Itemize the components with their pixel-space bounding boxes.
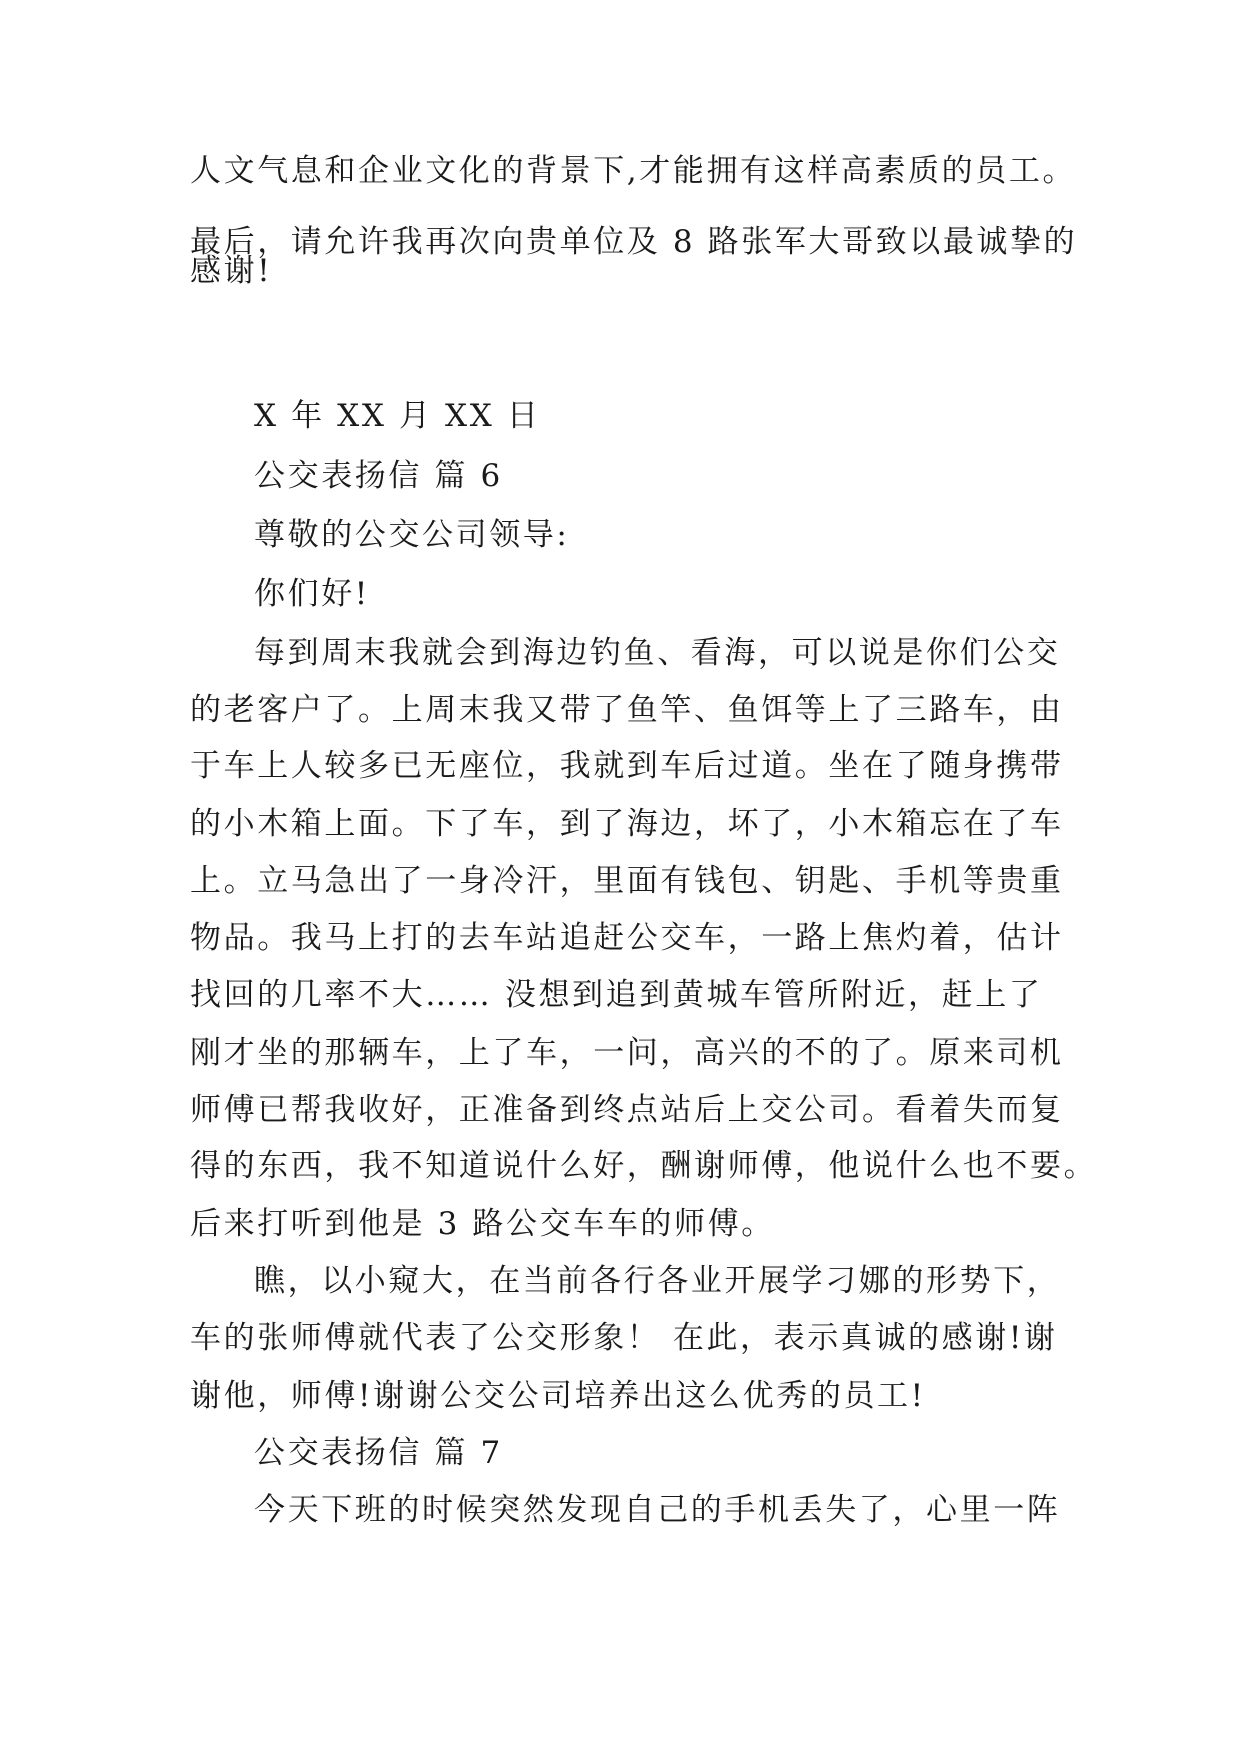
paragraph-line: 的老客户了。上周末我又带了鱼竿、鱼饵等上了三路车，由 (190, 692, 1064, 728)
paragraph-line: 师傅已帮我收好，正准备到终点站后上交公司。看着失而复 (190, 1092, 1064, 1128)
paragraph-line: 找回的几率不大…… 没想到追到黄城车管所附近，赶上了 (190, 977, 1043, 1013)
section-heading: 公交表扬信 篇 6 (254, 458, 503, 494)
paragraph-line: 人文气息和企业文化的背景下,才能拥有这样高素质的员工。 (190, 153, 1077, 189)
paragraph-line: 得的东西，我不知道说什么好，酬谢师傅，他说什么也不要。 (190, 1148, 1098, 1184)
greeting: 你们好! (254, 576, 370, 612)
paragraph-line: 上。立马急出了一身冷汗，里面有钱包、钥匙、手机等贵重 (190, 863, 1064, 899)
paragraph-line: 后来打听到他是 3 路公交车车的师傅。 (190, 1206, 775, 1242)
salutation: 尊敬的公交公司领导: (254, 517, 570, 553)
paragraph-line: 每到周末我就会到海边钓鱼、看海，可以说是你们公交 (254, 635, 1061, 671)
paragraph-line: 瞧，以小窥大，在当前各行各业开展学刁娜的形势下， (254, 1263, 1061, 1299)
date-line: X 年 XX 月 XX 日 (254, 398, 541, 434)
paragraph-line: 感谢! (190, 253, 273, 289)
paragraph-line: 车的张师傅就代表了公交形象！ 在此，表示真诚的感谢!谢 (190, 1320, 1058, 1356)
paragraph-line: 于车上人较多已无座位，我就到车后过道。坐在了随身携带 (190, 748, 1064, 784)
section-heading: 公交表扬信 篇 7 (254, 1435, 503, 1471)
paragraph-line: 的小木箱上面。下了车，到了海边，坏了，小木箱忘在了车 (190, 806, 1064, 842)
paragraph-line: 今天下班的时候突然发现自己的手机丢失了，心里一阵 (254, 1492, 1061, 1528)
paragraph-line: 谢他，师傅!谢谢公交公司培养出这么优秀的员工! (190, 1378, 926, 1414)
paragraph-line: 最后，请允许我再次向贵单位及 8 路张军大哥致以最诚挚的 (190, 224, 1078, 260)
paragraph-line: 物品。我马上打的去车站追赶公交车，一路上焦灼着，估计 (190, 920, 1064, 956)
paragraph-line: 刚才坐的那辆车，上了车，一问，高兴的不的了。原来司机 (190, 1035, 1064, 1071)
